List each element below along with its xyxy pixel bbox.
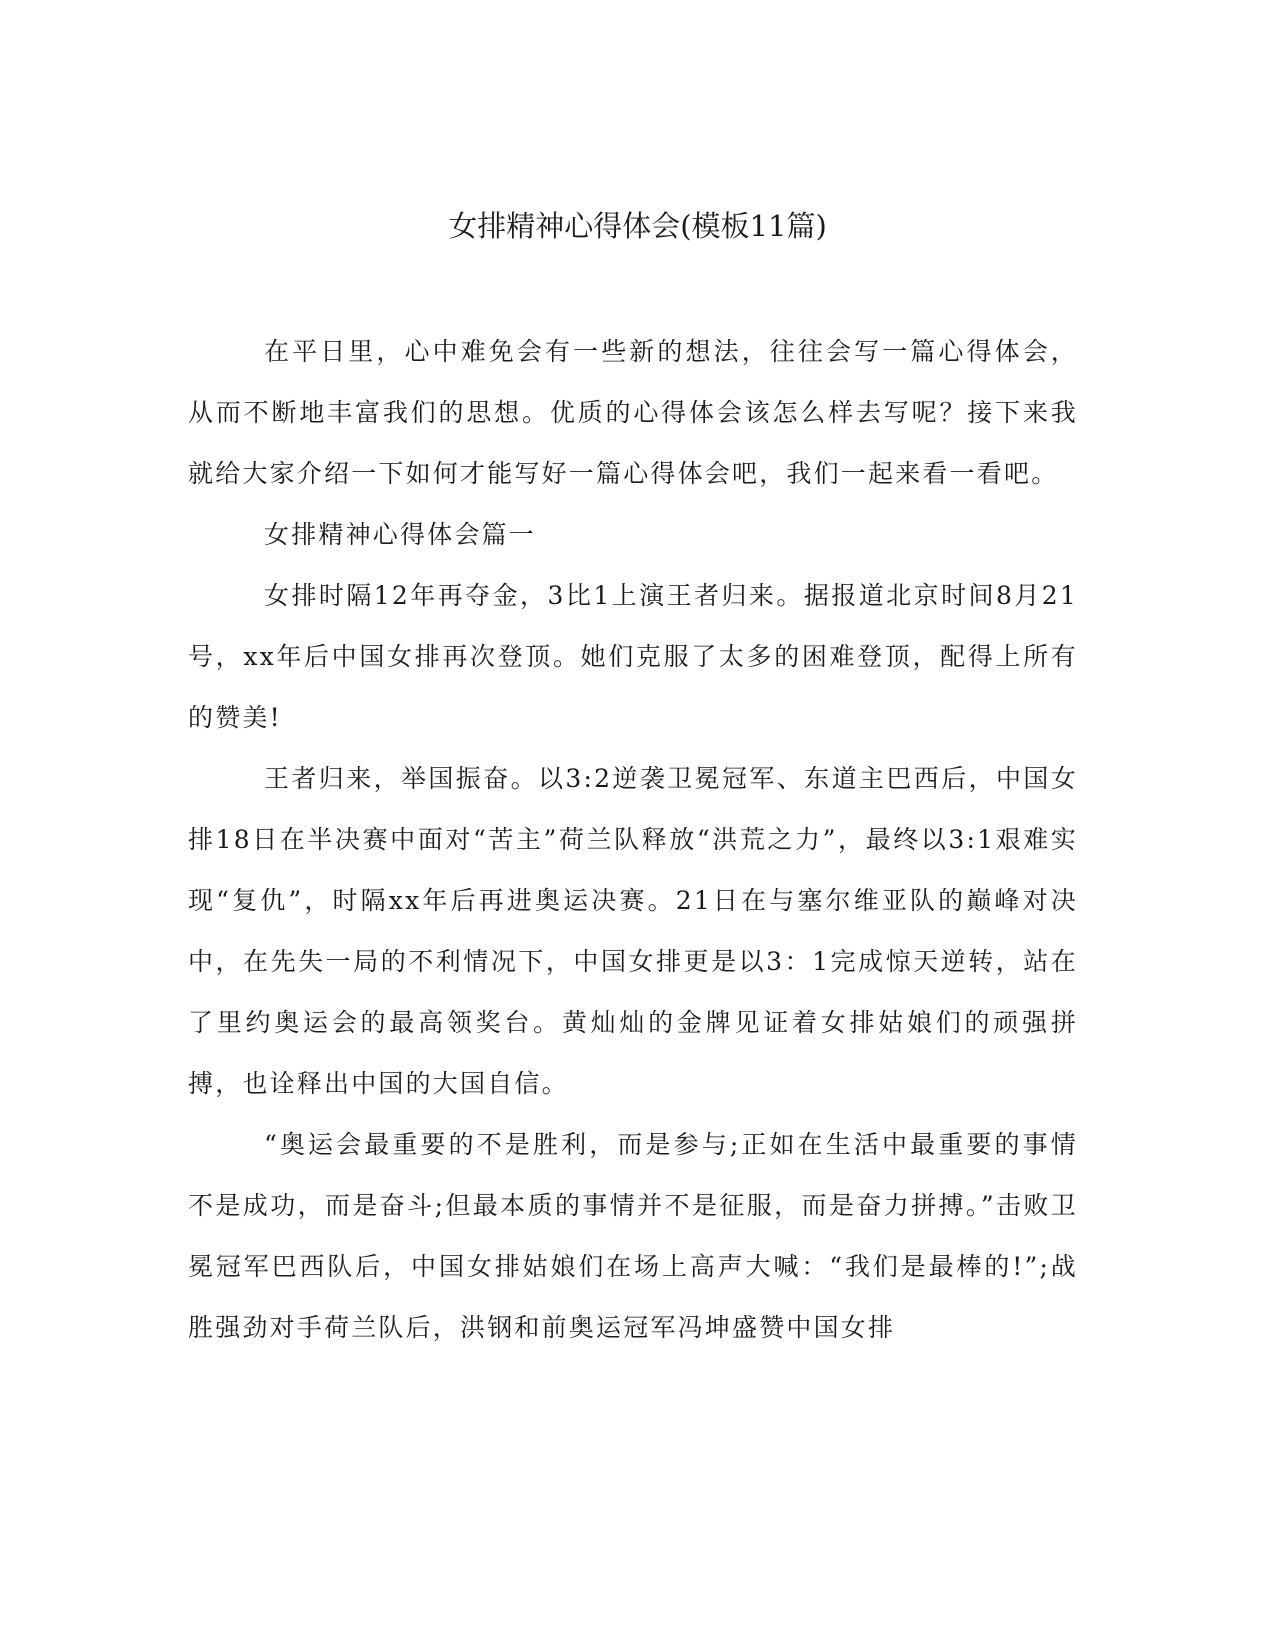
body-paragraph: 女排时隔12年再夺金，3比1上演王者归来。据报道北京时间8月21号，xx年后中国女排再次登顶。她们克服了太多的困难登顶，配得上所有的赞美! bbox=[188, 581, 1078, 732]
document-title: 女排精神心得体会(模板11篇) bbox=[448, 209, 827, 243]
document-body bbox=[188, 321, 1078, 1358]
body-paragraph: “奥运会最重要的不是胜利，而是参与;正如在生活中最重要的事情不是成功，而是奋斗;但最本质的事情并不是征服，而是奋力拼搏。”击败卫冕冠军巴西队后，中国女排姑娘们在场上高声大喊：“我们是最棒的!”;战胜强劲对手荷兰队后，洪钢和前奥运冠军冯坤盛赞中国女排 bbox=[188, 1130, 1078, 1342]
intro-paragraph: 在平日里，心中难免会有一些新的想法，往往会写一篇心得体会，从而不断地丰富我们的思想。优质的心得体会该怎么样去写呢？接下来我就给大家介绍一下如何才能写好一篇心得体会吧，我们一起来看一看吧。 bbox=[188, 337, 1078, 488]
body-paragraph: 王者归来，举国振奋。以3:2逆袭卫冕冠军、东道主巴西后，中国女排18日在半决赛中面对“苦主”荷兰队释放“洪荒之力”，最终以3:1艰难实现“复仇”，时隔xx年后再进奥运决赛。21日在与塞尔维亚队的巅峰对决中，在先失一局的不利情况下，中国女排更是以3：1完成惊天逆转，站在了里约奥运会的最高领奖台。黄灿灿的金牌见证着女排姑娘们的顽强拼搏，也诠释出中国的大国自信。 bbox=[188, 764, 1078, 1098]
section-heading: 女排精神心得体会篇一 bbox=[264, 520, 537, 549]
